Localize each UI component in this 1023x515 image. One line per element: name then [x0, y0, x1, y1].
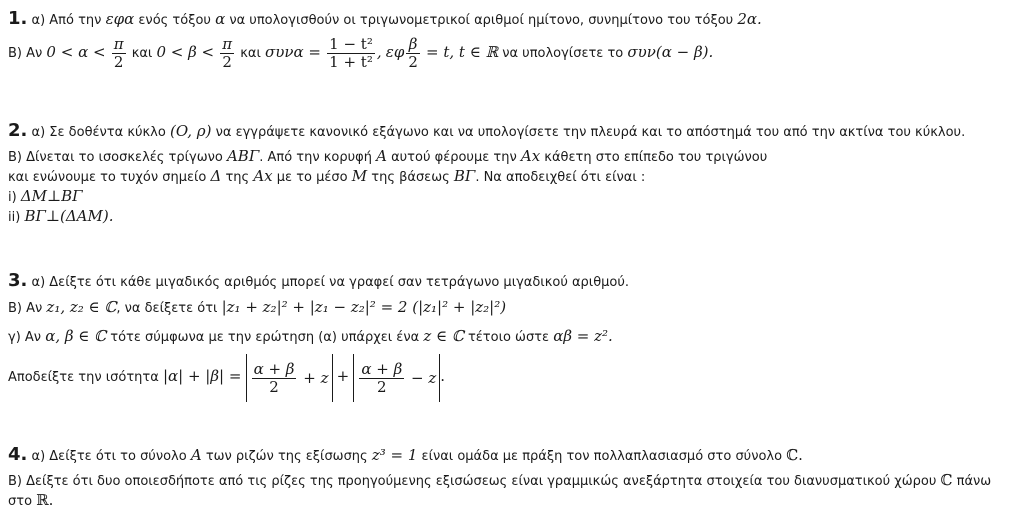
- math: (O, ρ): [169, 122, 212, 140]
- math: Δ: [210, 167, 222, 185]
- text: με το μέσο: [276, 170, 348, 185]
- math: ,: [376, 43, 382, 61]
- text: και ενώνουμε το τυχόν σημείο: [8, 170, 207, 185]
- text: και: [240, 46, 261, 61]
- text: . Να αποδειχθεί ότι είναι :: [475, 170, 646, 185]
- text: Β) Δείξτε ότι δυο οποιεσδήποτε από τις ρίζες της προηγούμενης εξισώσεως είναι γραμμικώς ανεξάρτητα στοιχεία του διανυσματικού χώρου: [8, 474, 937, 489]
- fraction: $\frac{\beta}{2}$: [408, 35, 418, 71]
- text: α) Δείξτε ότι κάθε μιγαδικός αριθμός μπορεί να γραφεί σαν τετράγωνο μιγαδικού αριθμού.: [31, 275, 630, 290]
- problem-4-part-b: [8, 471, 991, 491]
- math: ℂ.: [786, 446, 803, 464]
- math: ΔΜ⊥ΒΓ: [20, 187, 83, 205]
- math: α: [215, 10, 226, 28]
- text: α) Σε δοθέντα κύκλο: [31, 125, 166, 140]
- math: 2α.: [737, 10, 762, 28]
- problem-4-part-b-cont: [8, 491, 53, 511]
- text: να υπολογίσετε το: [502, 46, 624, 61]
- problem-3-part-c: [8, 327, 613, 347]
- math: z₁, z₂ ∈ ℂ: [46, 298, 117, 316]
- text: αυτού φέρουμε την: [391, 150, 517, 165]
- problem-2-item-ii: [8, 207, 113, 227]
- text: της: [225, 170, 250, 185]
- problem-4-part-a: [8, 446, 803, 466]
- text: , να δείξετε ότι: [116, 301, 218, 316]
- math: Αx: [253, 167, 273, 185]
- fraction: $\frac{\pi}{2}$: [222, 35, 233, 71]
- text: τότε σύμφωνα με την ερώτηση (α) υπάρχει ένα: [110, 330, 420, 345]
- text: α) Από την: [31, 13, 102, 28]
- problem-2-part-b-cont: [8, 167, 645, 187]
- problem-2-part-a: [8, 122, 965, 142]
- math: z ∈ ℂ: [423, 327, 464, 345]
- math: ℂ: [940, 471, 953, 489]
- text: είναι ομάδα με πράξη τον πολλαπλασιασμό στο σύνολο: [421, 449, 783, 464]
- text: τέτοιο ώστε: [467, 330, 550, 345]
- math: |z₁ + z₂|² + |z₁ − z₂|² = 2 (|z₁|² + |z₂|²): [221, 298, 507, 316]
- problem-3-part-b: [8, 298, 506, 318]
- math: Α: [190, 446, 202, 464]
- problem-3-part-a: [8, 272, 629, 292]
- problem-number: 3.: [8, 270, 28, 291]
- problem-1-part-b: [8, 34, 713, 72]
- math: αβ = z².: [553, 327, 613, 345]
- text: στο: [8, 494, 33, 509]
- math: συν(α − β).: [627, 43, 714, 61]
- fraction: $\frac{\alpha + \beta}{2}$: [253, 360, 295, 396]
- text: . Από την κορυφή: [259, 150, 372, 165]
- math: ΒΓ: [453, 167, 476, 185]
- absolute-value: [353, 354, 440, 402]
- math: εφα: [105, 10, 135, 28]
- math: ΒΓ⊥(ΔΑΜ).: [24, 207, 114, 225]
- text: κάθετη στο επίπεδο του τριγώνου: [544, 150, 768, 165]
- text: α) Δείξτε ότι το σύνολο: [31, 449, 187, 464]
- absolute-value: [246, 354, 333, 402]
- math: = t, t ∈ ℝ: [426, 43, 499, 61]
- problem-number: 2.: [8, 120, 28, 141]
- problem-number: 4.: [8, 444, 28, 465]
- math: z³ = 1: [371, 446, 418, 464]
- problem-3-part-d: [8, 352, 445, 402]
- math: α, β ∈ ℂ: [45, 327, 107, 345]
- text: να εγγράψετε κανονικό εξάγωνο και να υπολογίσετε την πλευρά και το απόστημά του από την ακτίνα του κύκλου.: [215, 125, 966, 140]
- text: Β) Αν: [8, 301, 43, 316]
- math: |α| + |β| =: [162, 367, 242, 385]
- text: των ριζών της εξίσωσης: [205, 449, 368, 464]
- math: Α: [376, 147, 387, 165]
- problem-2-part-b: [8, 147, 767, 167]
- text: και: [131, 46, 153, 61]
- math: 0 < β <: [156, 43, 215, 61]
- item-label: i): [8, 190, 17, 205]
- math: + z: [303, 368, 329, 387]
- text: ενός τόξου: [138, 13, 211, 28]
- math: +: [336, 367, 350, 385]
- text: Β) Αν: [8, 46, 43, 61]
- text: πάνω: [956, 474, 992, 489]
- math: ΑΒΓ: [226, 147, 260, 165]
- math: − z: [411, 368, 437, 387]
- math: Αx: [520, 147, 541, 165]
- text: γ) Αν: [8, 330, 42, 345]
- text: της βάσεως: [371, 170, 450, 185]
- problem-2-item-i: [8, 187, 83, 207]
- text: να υπολογισθούν οι τριγωνομετρικοί αριθμοί ημίτονο, συνημίτονο του τόξου: [229, 13, 734, 28]
- math: .: [440, 367, 446, 385]
- math: ℝ.: [36, 491, 54, 509]
- math: Μ: [351, 167, 368, 185]
- text: Β) Δίνεται το ισοσκελές τρίγωνο: [8, 150, 223, 165]
- problem-number: 1.: [8, 8, 28, 29]
- problem-1-part-a: [8, 10, 762, 30]
- fraction: $\frac{\text{1 − t²}}{\text{1 + t²}}$: [329, 35, 373, 71]
- text: Αποδείξτε την ισότητα: [8, 370, 159, 385]
- item-label: ii): [8, 210, 21, 225]
- fraction: $\frac{\alpha + \beta}{2}$: [361, 360, 403, 396]
- math: εφ: [385, 43, 405, 61]
- fraction: $\frac{\pi}{2}$: [113, 35, 124, 71]
- math: συνα =: [265, 43, 321, 61]
- math: 0 < α <: [46, 43, 106, 61]
